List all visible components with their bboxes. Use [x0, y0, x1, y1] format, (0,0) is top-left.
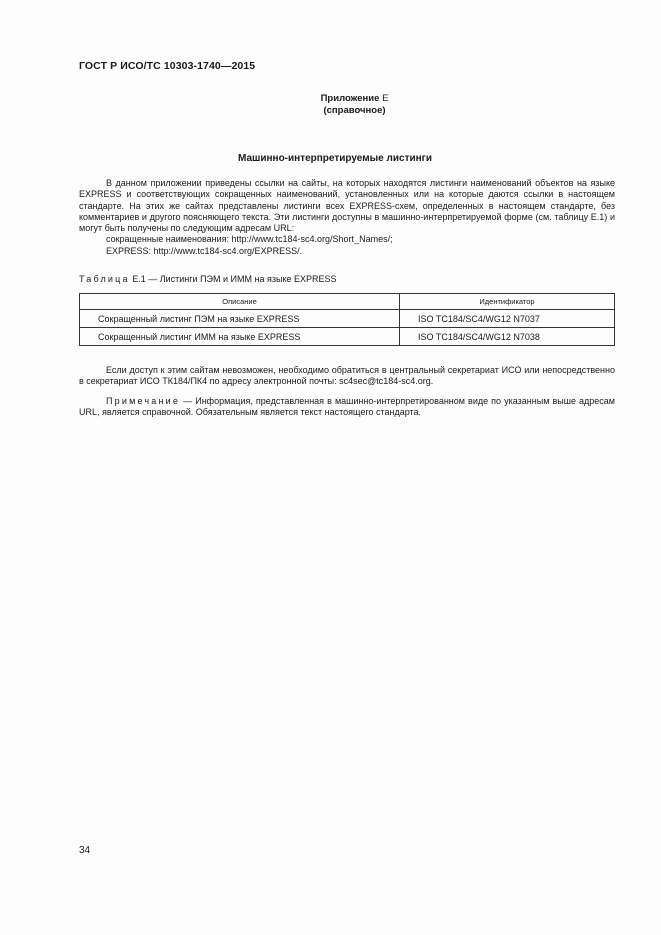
table-header-row: [80, 294, 615, 310]
note-paragraph: [79, 396, 615, 419]
table-row: [80, 328, 615, 346]
note-text: — Информация, представленная в машинно-интерпретированном виде по указанным выше адресам URL, является справочной. Обязательным является текст настоящего стандарта.: [79, 396, 615, 418]
intro-paragraph: В данном приложении приведены ссылки на сайты, на которых находятся листинги наименований объектов на языке EXPRESS и соответствующих сокращенных наименований, установленных или на которые даются ссылки в настоящем стандарте. На этих же сайтах представлены листинги всех EXPRESS-схем, определенных в настоящем стандарте, без комментариев и другого поясняющего текста. Эти листинги доступны в машинно-интерпретируемой форме (см. таблицу Е.1) и могут быть получены по следующим адресам URL:: [79, 178, 615, 234]
intro-block: [79, 178, 615, 257]
appendix-letter: Е: [382, 93, 389, 104]
url-express: EXPRESS: http://www.tc184-sc4.org/EXPRESS/.: [106, 245, 303, 256]
access-block: [79, 365, 615, 388]
row-description: Сокращенный листинг ИММ на языке EXPRESS: [80, 328, 400, 346]
note-block: [79, 396, 615, 419]
page-number: 34: [79, 845, 91, 856]
access-paragraph: Если доступ к этим сайтам невозможен, необходимо обратиться в центральный секретариат ИСО или непосредственно в секретариат ИСО ТК184/ПК4 по адресу электронной почты: sc4sec@tc184-sc4.org.: [79, 365, 615, 387]
header-description: Описание: [80, 294, 400, 310]
table-row: [80, 310, 615, 328]
appendix-type: (справочное): [323, 105, 386, 116]
url-short-names: сокращенные наименования: http://www.tc184-sc4.org/Short_Names/;: [106, 234, 393, 245]
section-title: Машинно-интерпретируемые листинги: [238, 153, 432, 164]
appendix-title: [24, 93, 661, 104]
header-identifier: Идентификатор: [400, 294, 615, 310]
row-description: Сокращенный листинг ПЭМ на языке EXPRESS: [80, 310, 400, 328]
table-caption-prefix: Таблица: [79, 274, 130, 284]
appendix-label: Приложение: [320, 93, 380, 104]
row-identifier: ISO TC184/SC4/WG12 N7037: [400, 310, 615, 328]
standard-designation: ГОСТ Р ИСО/ТС 10303-1740—2015: [79, 60, 256, 72]
row-identifier: ISO TC184/SC4/WG12 N7038: [400, 328, 615, 346]
table-caption-text: Е.1 — Листинги ПЭМ и ИММ на языке EXPRESS: [129, 274, 337, 284]
listings-table: [79, 293, 615, 346]
table-caption: [79, 274, 337, 284]
note-label: Примечание: [106, 396, 181, 406]
